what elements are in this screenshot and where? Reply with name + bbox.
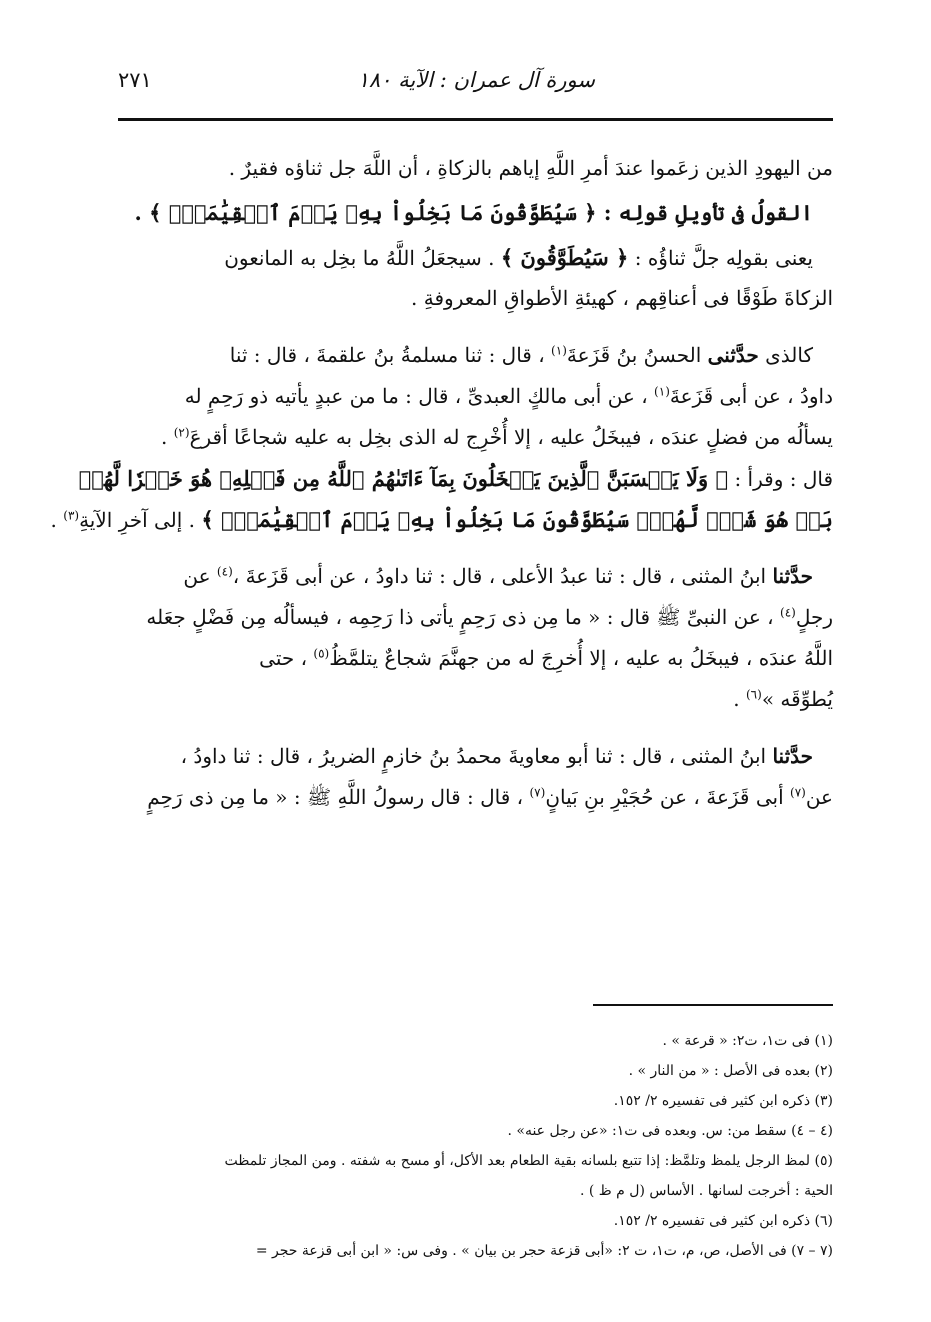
footnote-ref: (٧) <box>790 785 806 800</box>
quran-verse: بَلۡ هُوَ شَرّٞ لَّهُمۡۖ سَيُطَوَّقُونَ مَا بَخِلُواْ بِهِۦ يَوۡمَ ٱلۡقِيَٰمَةِۗ ﴾ <box>201 507 833 532</box>
running-title: سورة آل عمران : الآية ١٨٠ <box>357 68 595 92</box>
hadith-chain-keyword: حدَّثنا <box>772 564 813 588</box>
text-span: ، عن النبىِّ ﷺ قال : « ما مِن ذى رَحِمٍ يأتى ذا رَحِمِه ، فيسألُه مِن فَضْلٍ جعَله <box>146 605 774 629</box>
footnote: (٧ – ٧) فى الأصل، ص، م، ت١، ت ٢: «أبى قزعة حجر بن بيان » . وفى س: « ابن أبى قزعة حجر = <box>255 1243 833 1259</box>
text-line <box>78 458 833 499</box>
quran-verse: ﴿ سَيُطَوَّقُونَ ﴾ <box>500 245 629 270</box>
text-span: الحسنُ بنُ قَزَعةَ <box>566 343 702 367</box>
paragraph-2 <box>118 237 833 319</box>
text-line <box>118 736 833 777</box>
footnote: (٦) ذكره ابن كثير فى تفسيره ٢/ ١٥٢. <box>613 1213 833 1229</box>
quran-verse: ﴿ سَيُطَوَّقُونَ مَا بَخِلُواْ بِهِۦ يَوۡمَ ٱلۡقِيَٰمَةِۗ ﴾ <box>149 200 597 225</box>
text-span: يعنى بقولِه جلَّ ثناؤُه : <box>634 246 813 270</box>
section-heading <box>118 189 833 237</box>
paragraph-1 <box>118 148 833 189</box>
footnote: (١) فى ت١، ت٢: « قرعة » . <box>662 1033 833 1049</box>
text-span: كالذى <box>765 343 813 367</box>
footnote: (٢) بعده فى الأصل : « من النار » . <box>628 1063 833 1079</box>
text-span: . سيجعَلُ اللَّهُ ما بخِل به المانعون <box>224 246 495 270</box>
page-number: ٢٧١ <box>118 68 152 92</box>
text-span: عن <box>183 564 211 588</box>
footnote-ref: (٧) <box>529 785 546 800</box>
main-text <box>50 148 833 818</box>
paragraph-3 <box>50 335 833 540</box>
footnote-ref: (٢) <box>173 425 190 440</box>
quran-verse: ﴿ وَلَا يَحۡسَبَنَّ ٱلَّذِينَ يَبۡخَلُونَ بِمَآ ءَاتَىٰهُمُ ٱللَّهُ مِن فَضۡلِهِۦ هُوَ خَيۡرٗا لَّهُمۖ <box>78 466 729 491</box>
footnote: الحية : أخرجت لسانها . الأساس (ل م ظ ) . <box>579 1183 833 1199</box>
text-line <box>118 417 833 458</box>
text-span: . <box>161 425 168 449</box>
text-span: داودُ ، عن أبى قَزَعةَ <box>669 384 833 408</box>
heading-prefix: القولُ فى تأويلِ قولِه : <box>603 200 813 225</box>
text-line <box>118 638 833 679</box>
text-span: عن <box>805 785 833 809</box>
footnote-ref: (٥) <box>313 646 330 661</box>
text-span: يسألُه من فضلٍ عندَه ، فيبخَلُ عليه ، إلا أُخْرِج له الذى بخِل به عليه شجاعًا أقرعَ <box>189 425 833 449</box>
text-line <box>118 597 833 638</box>
paragraph-4 <box>118 556 833 720</box>
text-span: اللَّهُ عندَه ، فيبخَلُ به عليه ، إلا أُخرِجَ له من جهنَّمَ شجاعٌ يتلمَّظُ <box>329 646 833 670</box>
text-span: قال : وقرأ : <box>734 467 833 491</box>
text-line <box>118 679 833 720</box>
hadith-chain-keyword: حدَّثنا <box>772 744 813 768</box>
paragraph-gap <box>118 720 833 736</box>
paragraph-gap <box>118 319 833 335</box>
footnote-ref: (٤) <box>780 605 796 620</box>
text-span: ، قال : ثنا مسلمةُ بنُ علقمةَ ، قال : ثنا <box>229 343 545 367</box>
text-span: ابنُ المثنى ، قال : ثنا أبو معاويةَ محمدُ بنُ خازمٍ الضريرُ ، قال : ثنا داودُ ، <box>180 744 767 768</box>
text-span: يُطوِّقَه » <box>761 687 833 711</box>
text-span: ، حتى <box>259 646 308 670</box>
text-span: أبى قَزَعةَ ، عن حُجَيْرِ بنِ بَيانٍ <box>545 785 784 809</box>
heading-suffix: . <box>134 200 142 225</box>
footnote-rule <box>593 1004 833 1006</box>
footnote-ref: (٦) <box>745 687 762 702</box>
footnote: (٤ – ٤) سقط من: س. وبعده فى ت١: «عن رجل عنه» . <box>507 1123 833 1139</box>
hadith-chain-keyword: حدَّثنى <box>707 343 759 367</box>
paragraph-5 <box>118 736 833 818</box>
text-line <box>118 376 833 417</box>
text-line: الزكاةَ طَوْقًا فى أعناقِهم ، كهيئةِ الأطواقِ المعروفةِ . <box>411 286 833 310</box>
text-line <box>118 335 833 376</box>
text-span: ، قال : قال رسولُ اللَّهِ ﷺ : « ما مِن ذى رَحِمٍ <box>147 785 524 809</box>
text-line: من اليهودِ الذين زعَموا عندَ أمرِ اللَّهِ إياهم بالزكاةِ ، أن اللَّهَ جل ثناؤه فقيرٌ . <box>228 156 833 180</box>
text-line <box>50 499 833 540</box>
text-span: ابنُ المثنى ، قال : ثنا عبدُ الأعلى ، قال : ثنا داودُ ، عن أبى قَزَعةَ ، <box>232 564 767 588</box>
text-span: . إلى آخرِ الآيةِ <box>79 508 196 532</box>
text-span: رجلٍ <box>795 605 833 629</box>
text-line <box>118 237 833 278</box>
text-span: ، عن أبى مالكٍ العبدىِّ ، قال : ما من عبدٍ يأتيه ذو رَحِمٍ له <box>184 384 648 408</box>
text-line <box>118 556 833 597</box>
text-span: . <box>50 508 57 532</box>
page-header <box>118 62 831 112</box>
footnote-ref: (٤) <box>216 564 233 579</box>
footnote: (٣) ذكره ابن كثير فى تفسيره ٢/ ١٥٢. <box>613 1093 833 1109</box>
footnote-ref: (١) <box>654 384 670 399</box>
footnote-ref: (٣) <box>63 508 80 523</box>
paragraph-gap <box>118 540 833 556</box>
footnote-ref: (١) <box>551 343 567 358</box>
footnote: (٥) لمظ الرجل يلمظ وتلمَّظ: إذا تتبع بلسانه بقية الطعام بعد الأكل، أو مسح به شفته . ومن المجاز تلمظت <box>224 1153 833 1169</box>
header-rule <box>118 118 833 121</box>
text-span: . <box>733 687 740 711</box>
text-line <box>118 777 833 818</box>
footnotes <box>118 1026 833 1266</box>
